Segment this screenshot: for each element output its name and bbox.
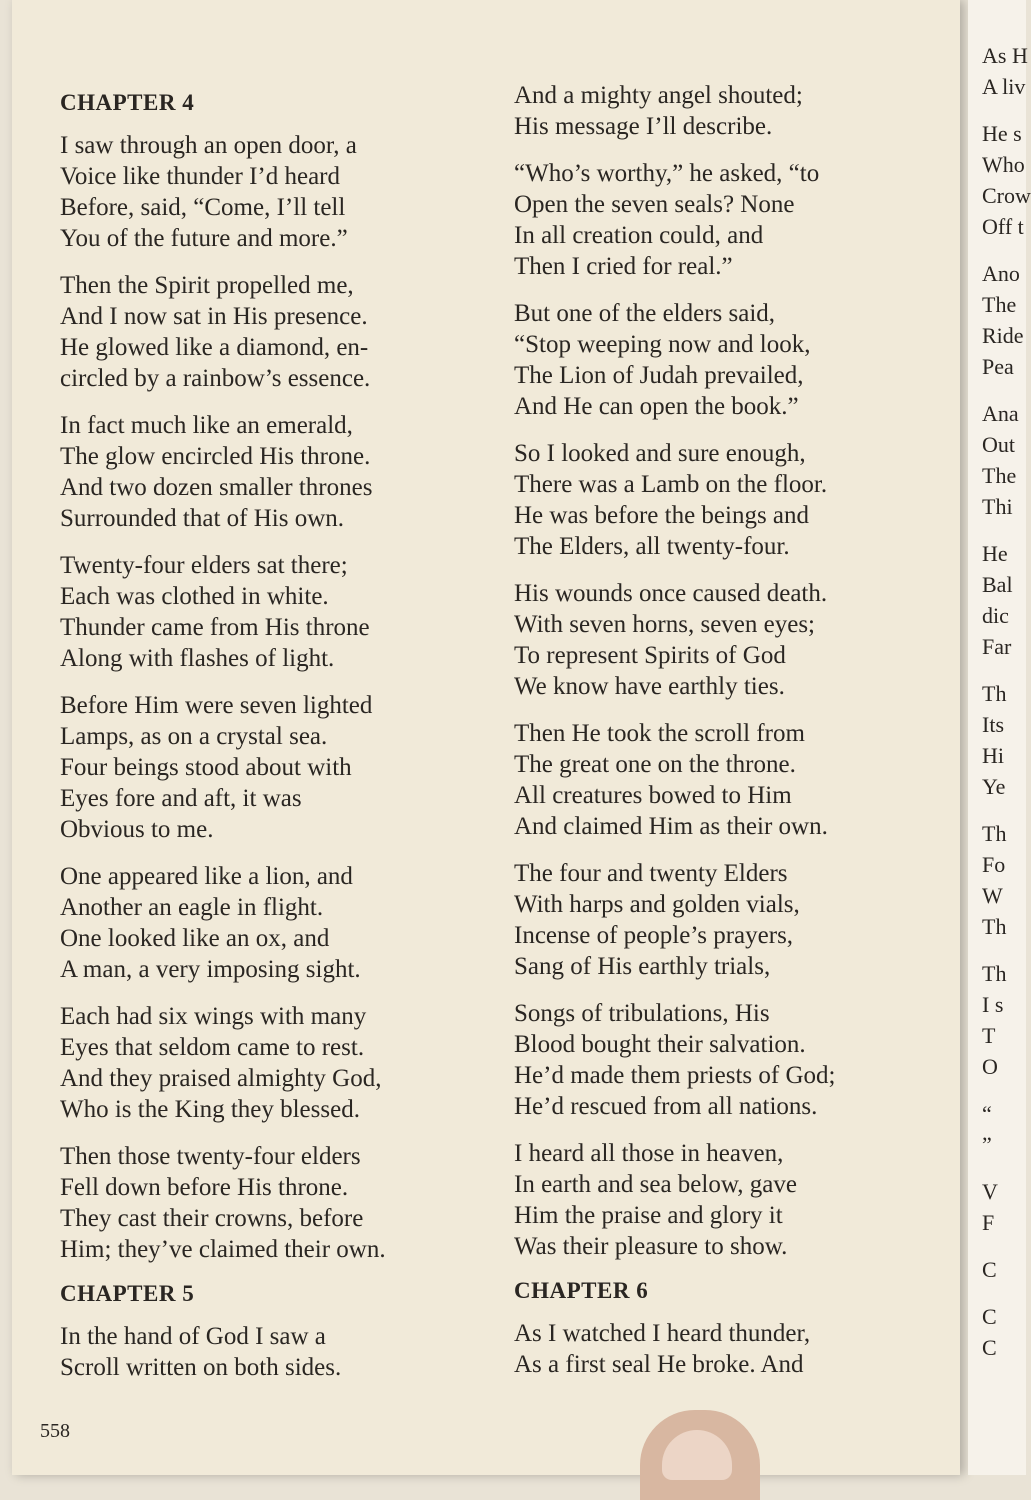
right-verse-stanza <box>514 1138 934 1262</box>
right-verse-line: Open the seven seals? None <box>514 191 795 218</box>
right-verse-line: His message I’ll describe. <box>514 113 773 140</box>
edge-line: The <box>982 463 1017 488</box>
chapter-6-heading: CHAPTER 6 <box>514 1278 649 1303</box>
right-verse-line: We know have earthly ties. <box>514 673 785 700</box>
right-verse-line: Him the praise and glory it <box>514 1202 783 1229</box>
edge-stanza <box>968 1098 1031 1160</box>
right-verse-line: I heard all those in heaven, <box>514 1140 784 1167</box>
right-verse-line: The four and twenty Elders <box>514 860 788 887</box>
chapter-5-line: Scroll written on both sides. <box>60 1354 342 1381</box>
right-stanzas <box>514 80 934 1262</box>
edge-line: Off t <box>982 214 1024 239</box>
edge-line: W <box>982 883 1003 908</box>
left-verse-line: He glowed like a diamond, en- <box>60 334 369 361</box>
left-verse-stanza <box>60 1001 480 1125</box>
left-verse-line: Each had six wings with many <box>60 1003 367 1030</box>
left-verse-line: Thunder came from His throne <box>60 614 370 641</box>
edge-line: C <box>982 1304 997 1329</box>
right-verse-line: The great one on the throne. <box>514 751 796 778</box>
left-verse-stanza <box>60 410 480 534</box>
right-verse-line: But one of the elders said, <box>514 300 776 327</box>
edge-line: I s <box>982 992 1004 1017</box>
edge-line: T <box>982 1023 996 1048</box>
right-verse-line: Incense of people’s prayers, <box>514 922 794 949</box>
right-verse-line: The Elders, all twenty-four. <box>514 533 790 560</box>
right-verse-line: The Lion of Judah prevailed, <box>514 362 804 389</box>
right-verse-line: Songs of tribulations, His <box>514 1000 770 1027</box>
edge-line: C <box>982 1335 997 1360</box>
left-verse-line: Each was clothed in white. <box>60 583 329 610</box>
edge-line: Th <box>982 681 1007 706</box>
right-verse-line: “Stop weeping now and look, <box>514 331 811 358</box>
chapter-6-stanza <box>514 1318 934 1380</box>
edge-line: Fo <box>982 852 1006 877</box>
right-verse-line: Sang of His earthly trials, <box>514 953 771 980</box>
edge-line: Crow <box>982 183 1031 208</box>
right-verse-line: And a mighty angel shouted; <box>514 82 803 109</box>
edge-line: Th <box>982 914 1007 939</box>
edge-line: Ye <box>982 774 1006 799</box>
edge-line: Who <box>982 152 1025 177</box>
edge-line: Ride <box>982 323 1024 348</box>
right-verse-line: With seven horns, seven eyes; <box>514 611 816 638</box>
edge-stanza <box>968 118 1031 242</box>
left-column <box>60 90 480 1399</box>
left-verse-line: Obvious to me. <box>60 816 214 843</box>
left-verse-line: One looked like an ox, and <box>60 925 330 952</box>
right-verse-line: He was before the beings and <box>514 502 810 529</box>
chapter-5-heading: CHAPTER 5 <box>60 1281 195 1306</box>
edge-line: Its <box>982 712 1004 737</box>
right-verse-stanza <box>514 718 934 842</box>
right-verse-line: In earth and sea below, gave <box>514 1171 797 1198</box>
left-verse-line: In fact much like an emerald, <box>60 412 353 439</box>
left-verse-line: Then those twenty-four elders <box>60 1143 361 1170</box>
page-number: 558 <box>40 1420 70 1442</box>
edge-line: Ana <box>982 401 1019 426</box>
edge-stanza <box>968 40 1031 102</box>
left-verse-line: Along with flashes of light. <box>60 645 335 672</box>
right-verse-line: In all creation could, and <box>514 222 764 249</box>
left-verse-line: And I now sat in His presence. <box>60 303 368 330</box>
edge-stanza <box>968 1176 1031 1238</box>
edge-stanza <box>968 398 1031 522</box>
edge-line: V <box>982 1179 998 1204</box>
right-verse-line: He’d made them priests of God; <box>514 1062 836 1089</box>
right-verse-line: With harps and golden vials, <box>514 891 800 918</box>
edge-line: O <box>982 1054 998 1079</box>
left-verse-stanza <box>60 690 480 845</box>
right-verse-line: He’d rescued from all nations. <box>514 1093 818 1120</box>
right-verse-line: Blood bought their salvation. <box>514 1031 806 1058</box>
edge-stanza <box>968 1254 1031 1285</box>
left-verse-line: One appeared like a lion, and <box>60 863 353 890</box>
edge-line: F <box>982 1210 995 1235</box>
edge-line: Hi <box>982 743 1004 768</box>
left-verse-line: The glow encircled His throne. <box>60 443 371 470</box>
chapter-5-line: In the hand of God I saw a <box>60 1323 326 1350</box>
edge-line: As H <box>982 43 1028 68</box>
right-verse-line: And claimed Him as their own. <box>514 813 828 840</box>
edge-stanza <box>968 958 1031 1082</box>
edge-stanza <box>968 258 1031 382</box>
right-verse-line: All creatures bowed to Him <box>514 782 792 809</box>
next-page-text <box>968 40 1031 1379</box>
right-verse-line: His wounds once caused death. <box>514 580 828 607</box>
edge-stanza <box>968 538 1031 662</box>
edge-stanza <box>968 678 1031 802</box>
chapter-5-stanza <box>60 1321 480 1383</box>
left-verse-line: I saw through an open door, a <box>60 132 357 159</box>
right-verse-line: Was their pleasure to show. <box>514 1233 788 1260</box>
edge-line: He s <box>982 121 1022 146</box>
next-page-edge <box>968 0 1031 1475</box>
left-verse-stanza <box>60 270 480 394</box>
left-verse-line: Lamps, as on a crystal sea. <box>60 723 328 750</box>
right-verse-line: And He can open the book.” <box>514 393 799 420</box>
right-verse-stanza <box>514 578 934 702</box>
edge-line: He <box>982 541 1008 566</box>
edge-line: Far <box>982 634 1012 659</box>
left-verse-line: Surrounded that of His own. <box>60 505 344 532</box>
right-verse-line: There was a Lamb on the floor. <box>514 471 828 498</box>
left-verse-line: circled by a rainbow’s essence. <box>60 365 371 392</box>
chapter-6-line: As a first seal He broke. And <box>514 1351 804 1378</box>
edge-line: “ <box>982 1101 992 1126</box>
right-verse-stanza <box>514 858 934 982</box>
right-verse-line: So I looked and sure enough, <box>514 440 806 467</box>
left-verse-line: Twenty-four elders sat there; <box>60 552 348 579</box>
left-verse-line: Who is the King they blessed. <box>60 1096 360 1123</box>
left-verse-line: Another an eagle in flight. <box>60 894 324 921</box>
left-verse-line: Then the Spirit propelled me, <box>60 272 354 299</box>
left-verse-line: And two dozen smaller thrones <box>60 474 373 501</box>
left-verse-line: Him; they’ve claimed their own. <box>60 1236 386 1263</box>
left-verse-line: Before Him were seven lighted <box>60 692 373 719</box>
edge-line: Pea <box>982 354 1014 379</box>
left-verse-line: Voice like thunder I’d heard <box>60 163 340 190</box>
left-verse-stanza <box>60 550 480 674</box>
edge-stanza <box>968 1301 1031 1363</box>
edge-line: C <box>982 1257 997 1282</box>
edge-line: A liv <box>982 74 1026 99</box>
edge-line: Ano <box>982 261 1020 286</box>
right-verse-stanza <box>514 158 934 282</box>
left-verse-line: A man, a very imposing sight. <box>60 956 361 983</box>
right-verse-line: To represent Spirits of God <box>514 642 786 669</box>
right-verse-stanza <box>514 438 934 562</box>
left-verse-stanza <box>60 1141 480 1265</box>
right-verse-line: “Who’s worthy,” he asked, “to <box>514 160 820 187</box>
right-column <box>514 80 934 1396</box>
left-verse-line: Fell down before His throne. <box>60 1174 349 1201</box>
right-verse-stanza <box>514 998 934 1122</box>
edge-line: Bal <box>982 572 1013 597</box>
edge-line: The <box>982 292 1017 317</box>
left-verse-stanza <box>60 861 480 985</box>
left-verse-line: Eyes fore and aft, it was <box>60 785 302 812</box>
chapter-4-heading: CHAPTER 4 <box>60 90 195 115</box>
left-verse-stanza <box>60 130 480 254</box>
left-verse-line: Four beings stood about with <box>60 754 352 781</box>
left-verse-line: Eyes that seldom came to rest. <box>60 1034 365 1061</box>
edge-line: Out <box>982 432 1015 457</box>
edge-line: ” <box>982 1132 992 1157</box>
left-verse-line: They cast their crowns, before <box>60 1205 364 1232</box>
right-verse-stanza <box>514 298 934 422</box>
edge-line: Th <box>982 961 1007 986</box>
edge-line: Th <box>982 821 1007 846</box>
left-verse-line: And they praised almighty God, <box>60 1065 382 1092</box>
edge-line: Thi <box>982 494 1013 519</box>
right-verse-line: Then I cried for real.” <box>514 253 733 280</box>
left-verse-line: You of the future and more.” <box>60 225 348 252</box>
chapter-6-line: As I watched I heard thunder, <box>514 1320 811 1347</box>
edge-line: dic <box>982 603 1009 628</box>
book-page <box>12 0 960 1475</box>
left-verse-line: Before, said, “Come, I’ll tell <box>60 194 346 221</box>
right-verse-stanza <box>514 80 934 142</box>
right-verse-line: Then He took the scroll from <box>514 720 805 747</box>
left-stanzas <box>60 130 480 1265</box>
edge-stanza <box>968 818 1031 942</box>
